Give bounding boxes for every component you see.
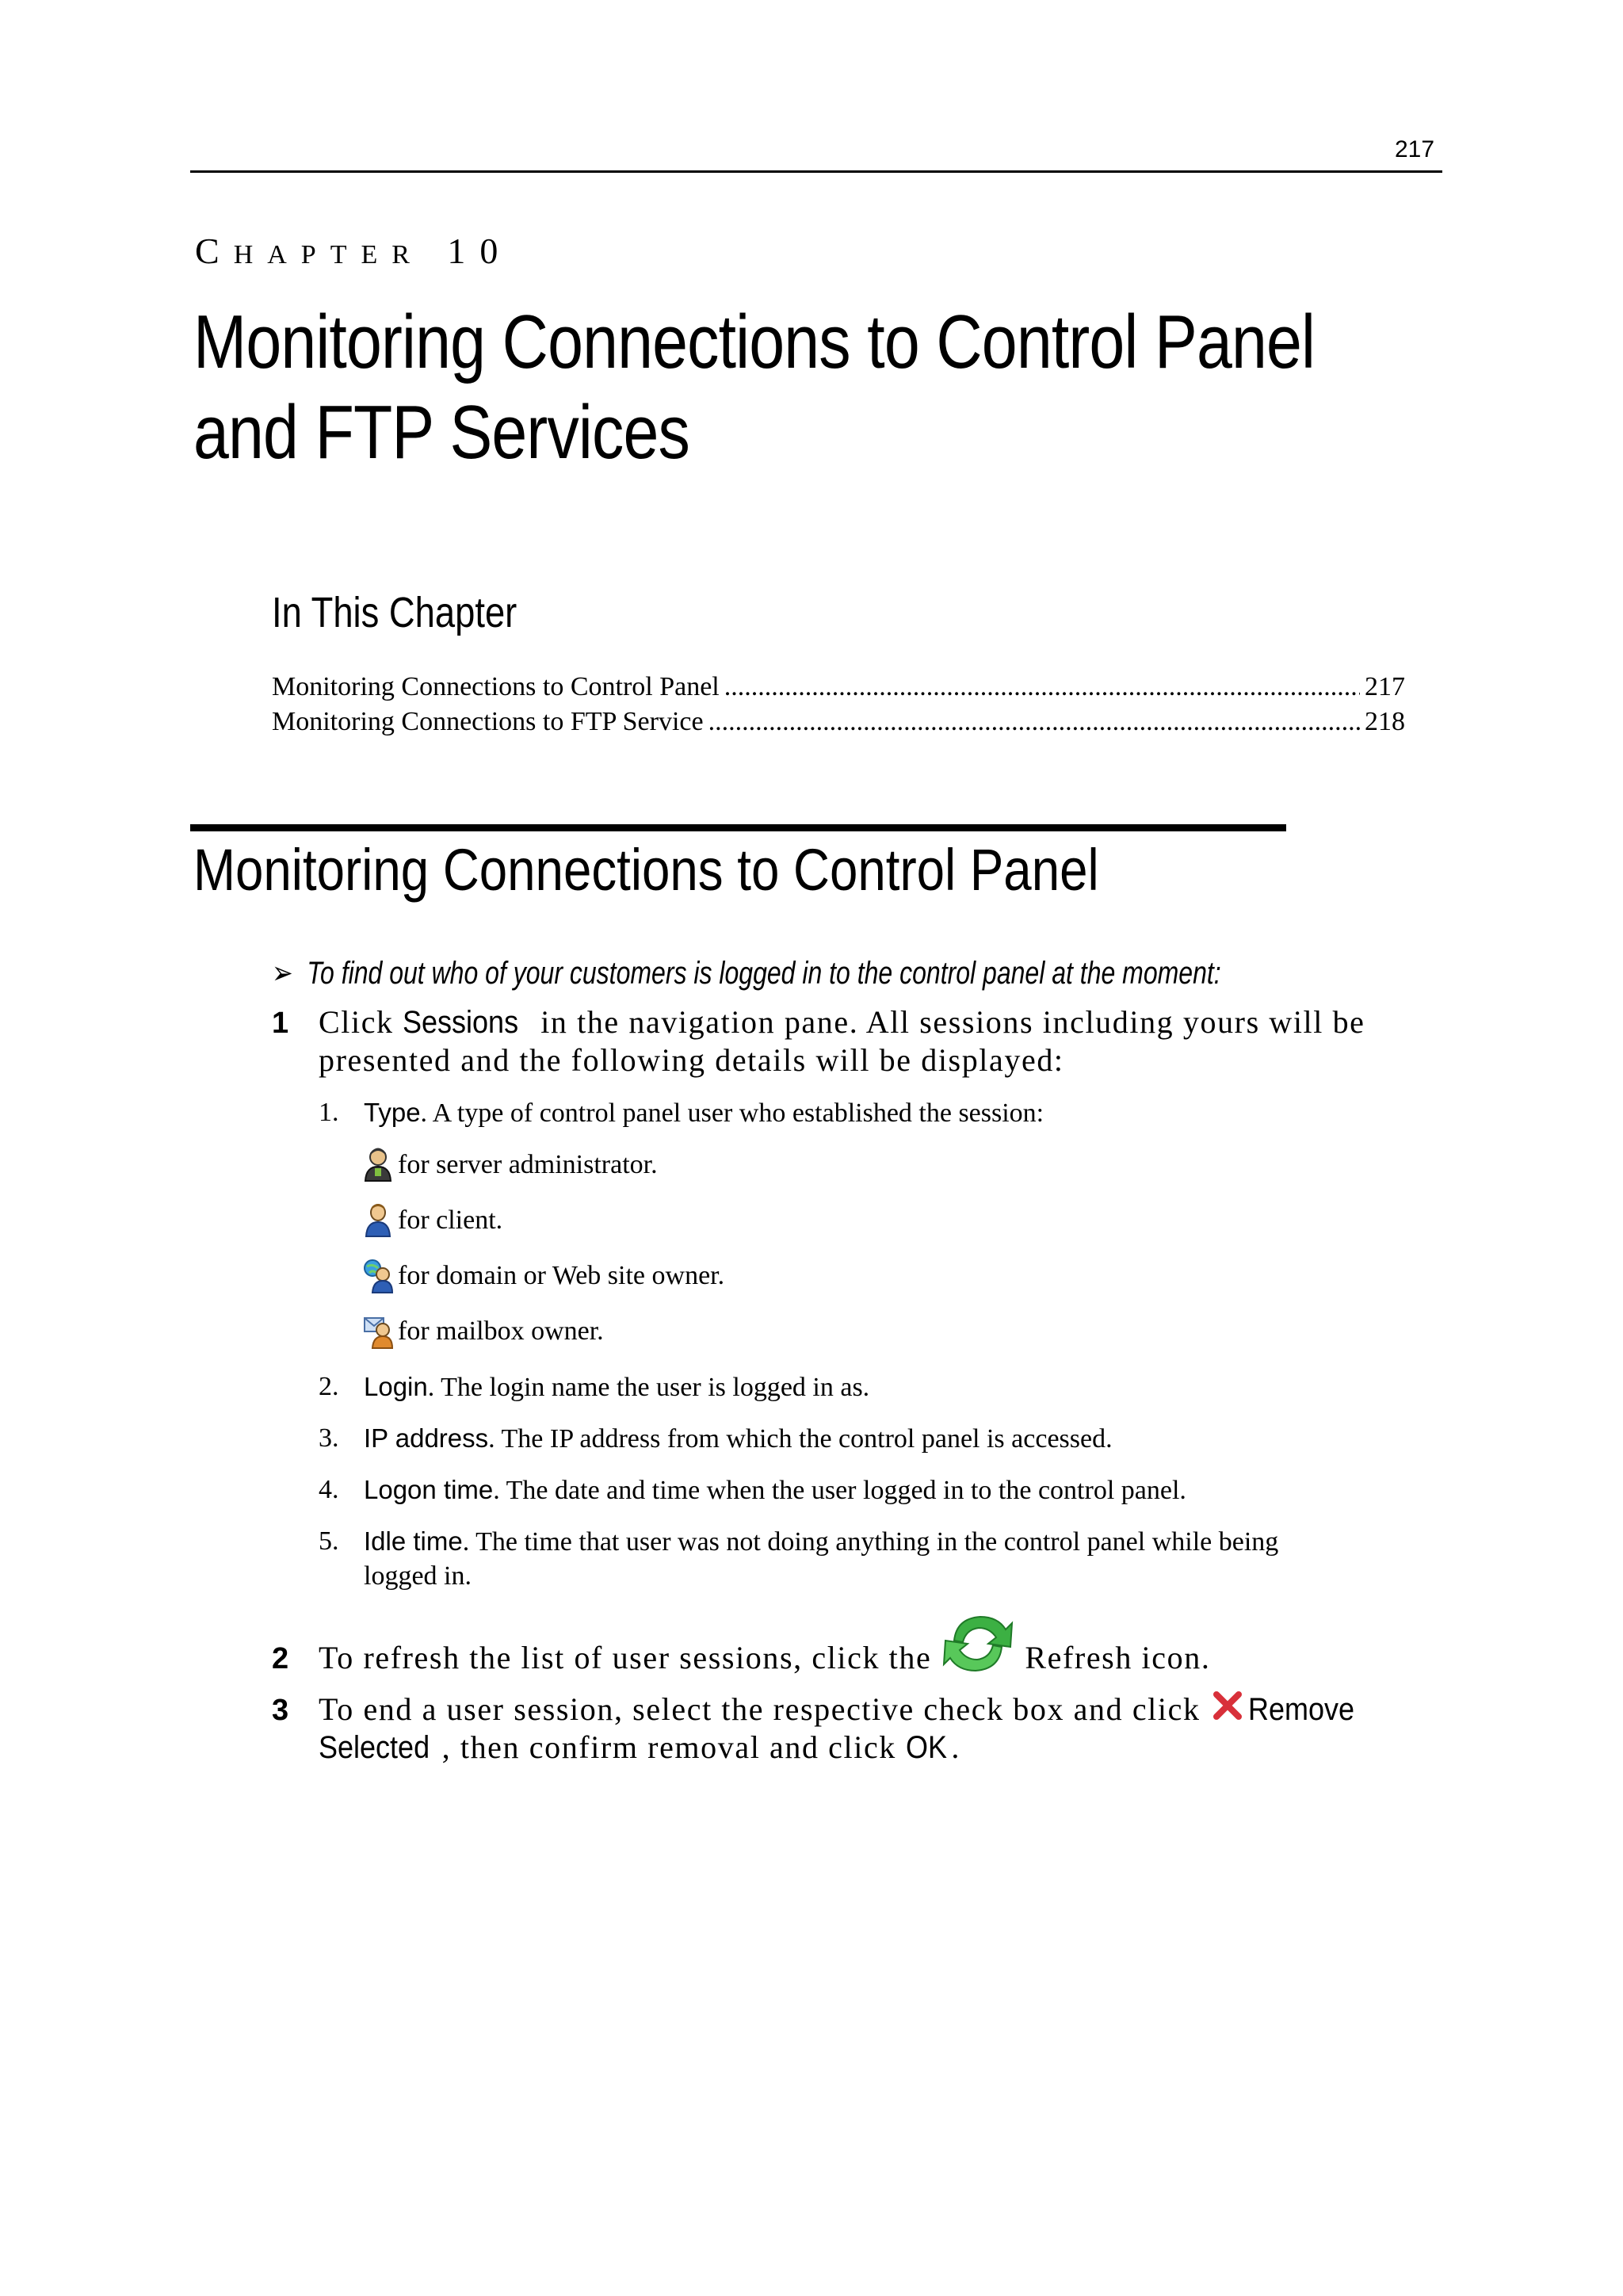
page-number: 217 [1395,136,1435,162]
ui-term-ok: OK [905,1730,947,1765]
chapter-title [193,297,1591,478]
detail-number: 4. [319,1475,339,1504]
refresh-icon[interactable] [942,1610,1014,1677]
toc-leader [724,672,1360,702]
section-rule [190,824,1286,831]
detail-term: Idle time [364,1526,463,1556]
ui-term-selected: Selected [319,1730,430,1765]
detail-item [319,1524,1428,1560]
user-type-text: for mailbox owner. [398,1316,604,1346]
step-number: 3 [272,1694,289,1727]
detail-number: 3. [319,1423,339,1453]
toc-entry-title: Monitoring Connections to Control Panel [272,672,720,701]
chapter-label-word: HAPTER [233,240,424,269]
detail-desc: . The IP address from which the control panel is accessed. [488,1424,1113,1454]
step-text [319,1003,1365,1041]
detail-term: Logon time [364,1475,494,1504]
user-type-text: for client. [398,1205,503,1235]
header-rule [190,170,1442,173]
detail-desc: . The login name the user is logged in as. [427,1373,870,1402]
user-type-item [363,1148,658,1182]
toc-entry[interactable] [272,707,1405,737]
step-number: 1 [272,1007,289,1040]
detail-item [319,1473,1428,1508]
in-this-chapter-heading: In This Chapter [272,589,517,636]
client-icon [363,1203,393,1238]
step-text-part: Refresh icon. [1025,1640,1211,1675]
user-type-item [363,1259,724,1293]
mailbox-owner-icon [363,1314,393,1349]
step-text-line2: presented and the following details will be displayed: [319,1042,1064,1078]
step-text-part: . [951,1729,960,1765]
step-text-part: To end a user session, select the respective check box and click [319,1691,1201,1727]
detail-term: IP address [364,1423,489,1453]
ui-term-remove: Remove [1247,1692,1354,1727]
chapter-number: 10 [447,231,513,271]
user-type-text: for server administrator. [398,1150,658,1179]
step-text-part: in the navigation pane. All sessions including yours will be [540,1004,1365,1040]
detail-number: 5. [319,1526,339,1556]
detail-item [319,1370,1428,1405]
user-type-item [363,1203,502,1238]
detail-term: Login [364,1372,428,1401]
toc-entry-page: 217 [1365,672,1405,701]
toc-leader [708,707,1360,737]
chapter-label-initial: C [195,231,234,271]
detail-item [319,1421,1428,1457]
ui-term-sessions: Sessions [403,1005,519,1040]
step-text-line2 [319,1729,960,1767]
detail-desc: . The date and time when the user logged in to the control panel. [493,1476,1186,1505]
detail-term: Type [364,1098,421,1127]
toc-entry-title: Monitoring Connections to FTP Service [272,707,704,736]
detail-desc-continued: logged in. [364,1561,472,1591]
procedure-arrow-icon: ➢ [272,956,293,991]
procedure-heading [272,955,1221,991]
toc-entry[interactable] [272,672,1405,702]
detail-item [319,1095,1428,1131]
step-text [319,1690,1366,1729]
section-title: Monitoring Connections to Control Panel [193,837,1099,903]
step-text-part: Click [319,1004,394,1040]
server-administrator-icon [363,1148,393,1182]
domain-owner-icon [363,1259,393,1293]
toc-entry-page: 218 [1365,707,1405,736]
procedure-text: To find out who of your customers is logged in to the control panel at the moment: [307,956,1221,991]
detail-number: 2. [319,1372,339,1401]
detail-number: 1. [319,1098,339,1127]
chapter-title-line2: and FTP Services [193,390,689,475]
chapter-label [195,230,512,272]
step-text [319,1639,1210,1677]
step-text-part: To refresh the list of user sessions, click the [319,1640,932,1675]
remove-x-icon[interactable] [1212,1690,1243,1721]
detail-desc: . The time that user was not doing anything in the control panel while being [462,1527,1279,1557]
user-type-text: for domain or Web site owner. [398,1261,725,1290]
chapter-title-line1: Monitoring Connections to Control Panel [193,300,1316,384]
user-type-item [363,1314,604,1349]
detail-desc: . A type of control panel user who established the session: [420,1098,1044,1128]
step-number: 2 [272,1642,289,1675]
step-text-part: , then confirm removal and click [441,1729,896,1765]
